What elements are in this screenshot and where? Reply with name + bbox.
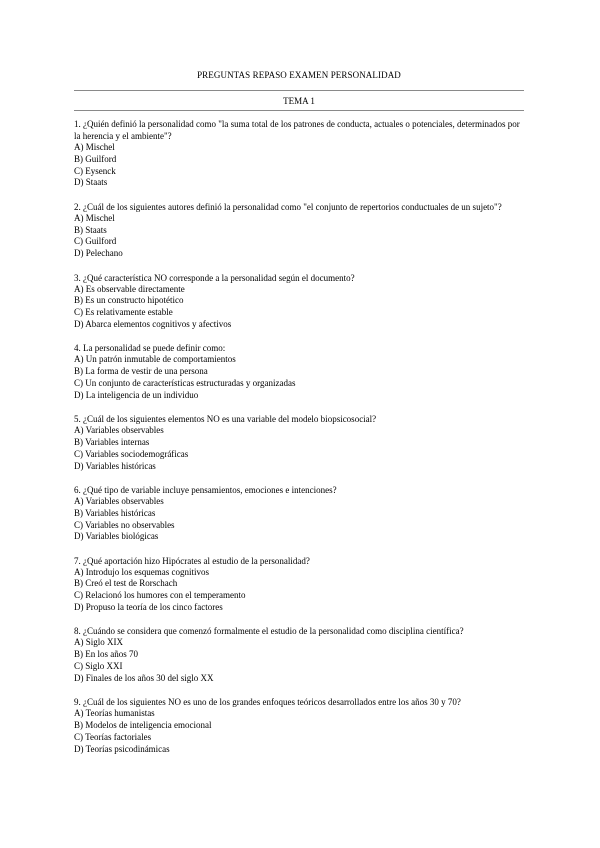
question-8 [74, 625, 526, 684]
section-divider [74, 110, 524, 111]
document-title: PREGUNTAS REPASO EXAMEN PERSONALIDAD [197, 70, 401, 80]
question-text: 9. ¿Cuál de los siguientes NO es uno de los grandes enfoques teóricos desarrollados entre los años 30 y 70? [74, 697, 461, 708]
section-title: TEMA 1 [283, 96, 315, 106]
answer-option: C) Siglo XXI [74, 661, 123, 672]
question-text: 5. ¿Cuál de los siguientes elementos NO es una variable del modelo biopsicosocial? [74, 414, 377, 425]
question-7 [74, 555, 526, 614]
answer-option: A) Introdujo los esquemas cognitivos [74, 566, 209, 577]
answer-option: C) Variables no observables [74, 519, 175, 530]
answer-option: D) Variables históricas [74, 460, 156, 471]
answer-option: B) Variables históricas [74, 507, 156, 518]
question-text: 3. ¿Qué característica NO corresponde a la personalidad según el documento? [74, 272, 355, 283]
question-2 [74, 201, 526, 260]
question-6 [74, 484, 526, 543]
question-text: 2. ¿Cuál de los siguientes autores definió la personalidad como "el conjunto de repertorios conductuales de un sujeto"? [74, 201, 502, 212]
answer-option: C) Es relativamente estable [74, 307, 173, 318]
top-divider [74, 90, 524, 91]
answer-option: A) Variables observables [74, 425, 164, 436]
answer-option: A) Es observable directamente [74, 283, 185, 294]
answer-option: D) La inteligencia de un individuo [74, 389, 199, 400]
question-text: 1. ¿Quién definió la personalidad como "la suma total de los patrones de conducta, actuales o potenciales, determinados por la herencia y el ambiente"? [74, 119, 520, 141]
answer-option: A) Teorías humanistas [74, 708, 155, 719]
answer-option: A) Un patrón inmutable de comportamientos [74, 354, 236, 365]
answer-option: A) Mischel [74, 212, 115, 223]
answer-option: B) Modelos de inteligencia emocional [74, 720, 212, 731]
answer-option: A) Mischel [74, 142, 115, 152]
answer-option: D) Finales de los años 30 del siglo XX [74, 672, 214, 683]
answer-option: B) Staats [74, 224, 107, 235]
answer-option: C) Guilford [74, 236, 117, 247]
answer-option: D) Abarca elementos cognitivos y afectivos [74, 318, 232, 329]
question-list [74, 118, 526, 767]
question-text: 4. La personalidad se puede definir como: [74, 343, 226, 354]
answer-option: C) Un conjunto de características estructuradas y organizadas [74, 377, 296, 388]
question-3 [74, 272, 526, 331]
answer-option: D) Pelechano [74, 248, 123, 259]
answer-option: B) En los años 70 [74, 649, 138, 660]
answer-option: C) Variables sociodemográficas [74, 448, 189, 459]
answer-option: A) Variables observables [74, 495, 164, 506]
answer-option: A) Siglo XIX [74, 637, 123, 648]
question-4 [74, 342, 526, 401]
answer-option: D) Variables biológicas [74, 531, 159, 542]
answer-option: B) Guilford [74, 153, 117, 164]
answer-option: B) Creó el test de Rorschach [74, 578, 178, 589]
answer-option: C) Eysenck [74, 165, 116, 176]
question-text: 8. ¿Cuándo se considera que comenzó formalmente el estudio de la personalidad como disciplina científica? [74, 626, 464, 637]
question-9 [74, 696, 526, 755]
answer-option: C) Relacionó los humores con el temperamento [74, 590, 246, 601]
answer-option: B) La forma de vestir de una persona [74, 366, 208, 377]
answer-option: B) Es un constructo hipotético [74, 295, 184, 306]
question-text: 7. ¿Qué aportación hizo Hipócrates al estudio de la personalidad? [74, 555, 310, 566]
question-1 [74, 118, 526, 189]
question-text: 6. ¿Qué tipo de variable incluye pensamientos, emociones e intenciones? [74, 484, 337, 495]
answer-option: D) Teorías psicodinámicas [74, 743, 170, 754]
answer-option: D) Propuso la teoría de los cinco factores [74, 602, 223, 613]
question-5 [74, 413, 526, 472]
answer-option: D) Staats [74, 177, 108, 188]
answer-option: B) Variables internas [74, 436, 150, 447]
answer-option: C) Teorías factoriales [74, 731, 152, 742]
